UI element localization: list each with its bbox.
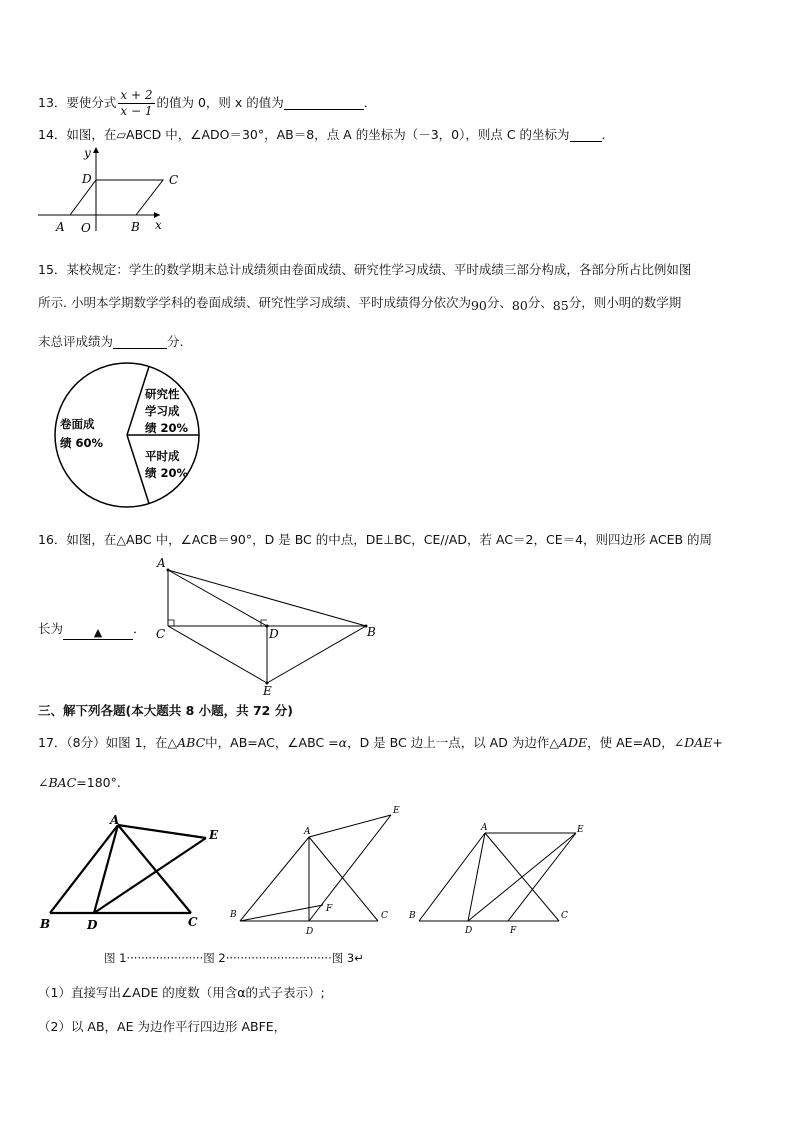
label-f: F <box>326 904 333 914</box>
label-d: D <box>465 926 473 936</box>
slice-research-label-2: 学习成 <box>145 404 180 418</box>
q17-line-1: 17．（8分）如图 1，在△ABC中，AB=AC，∠ABC =α，D 是 BC 边上一点，以 AD 为边作△ADE，使 AE=AD，∠DAE+ <box>38 735 723 750</box>
segment-ad <box>168 570 267 626</box>
q13-suffix: 的值为 0，则 x 的值为 <box>156 95 284 110</box>
score-daily: 85 <box>552 298 569 313</box>
q13-prefix: 13．要使分式 <box>38 95 117 110</box>
q17-sub-1: （1）直接写出∠ADE 的度数（用含α的式子表示）; <box>38 985 325 1000</box>
label-f: F <box>510 926 517 936</box>
y-axis-arrow-icon <box>93 147 99 153</box>
label-a: A <box>481 823 488 833</box>
label-x: x <box>155 218 162 232</box>
q17-figure-1 <box>36 810 226 935</box>
q15-pie-chart <box>48 360 208 510</box>
segment-ce <box>168 626 267 683</box>
right-angle-c-icon <box>168 620 174 626</box>
label-e: E <box>209 828 219 842</box>
label-c: C <box>156 627 166 641</box>
q14-figure <box>30 143 180 238</box>
slice-exam-label: 卷面成 <box>60 417 95 431</box>
label-o: O <box>81 221 91 235</box>
q13-fraction <box>118 88 154 119</box>
q17-line-2: ∠BAC=180°. <box>38 775 121 790</box>
label-b: B <box>230 910 237 920</box>
segment-ac <box>118 825 191 913</box>
score-exam: 90 <box>470 298 487 313</box>
score-research: 80 <box>511 298 528 313</box>
question-14: 14．如图，在▱ABCD 中，∠ADO＝30°，AB＝8，点 A 的坐标为（－3，0），则点 C 的坐标为 ． <box>38 127 615 142</box>
label-e: E <box>263 684 272 698</box>
segment-ae <box>118 825 206 838</box>
q16-line-2: 长为 ▲ ． <box>38 621 146 639</box>
label-y: y <box>84 146 91 160</box>
question-13: 13．要使分式 $\frac{x + 2}{x - 1}$ 的值为 0，则 x 的值为 ． <box>38 88 377 118</box>
q14-answer-blank[interactable] <box>570 128 602 142</box>
triangle-mark-icon: ▲ <box>93 626 103 639</box>
q13-answer-blank[interactable] <box>284 96 364 110</box>
label-a: A <box>157 556 166 570</box>
q15-line-2: 所示. 小明本学期数学学科的卷面成绩、研究性学习成绩、平时成绩得分依次为90分、80分、85分，则小明的数学期 <box>38 295 682 313</box>
label-b: B <box>409 911 416 921</box>
section-3-title: 三、解下列各题(本大题共 8 小题，共 72 分) <box>38 703 293 718</box>
label-a: A <box>56 220 65 234</box>
label-d: D <box>82 172 92 186</box>
q14-text: 14．如图，在▱ABCD 中，∠ADO＝30°，AB＝8，点 A 的坐标为（－3，0），则点 C 的坐标为 <box>38 127 570 142</box>
label-c: C <box>169 173 179 187</box>
q17-figure-captions: 图 1·····················图 2·····························图 3↵ <box>104 951 364 965</box>
q16-line-1: 16．如图，在△ABC 中，∠ACB＝90°，D 是 BC 的中点，DE⊥BC，CE//AD，若 AC＝2，CE＝4，则四边形 ACEB 的周 <box>38 532 713 547</box>
segment-ab <box>168 570 366 626</box>
label-a: A <box>304 827 311 837</box>
label-e: E <box>577 825 584 835</box>
q15-line-3: 末总评成绩为 分. <box>38 334 184 349</box>
slice-exam-percent: 绩 60% <box>60 436 104 450</box>
slice-daily-label: 平时成 <box>145 449 180 463</box>
q13-numerator: x + 2 <box>120 88 153 102</box>
label-b: B <box>367 625 376 639</box>
label-c: C <box>561 911 568 921</box>
label-e: E <box>393 806 400 816</box>
q17-sub-2: （2）以 AB，AE 为边作平行四边形 ABFE， <box>38 1019 287 1034</box>
q15-answer-blank[interactable] <box>113 335 167 349</box>
label-b: B <box>131 220 140 234</box>
label-d: D <box>306 927 314 937</box>
q16-figure <box>150 555 390 700</box>
q16-answer-blank[interactable] <box>63 626 133 640</box>
label-c: C <box>188 915 198 929</box>
q13-denominator: x − 1 <box>120 104 153 118</box>
label-c: C <box>381 911 388 921</box>
q17-figure-3 <box>406 815 586 940</box>
label-d: D <box>87 918 98 932</box>
label-a: A <box>110 813 120 827</box>
slice-research-percent: 绩 20% <box>145 421 189 435</box>
segment-ab <box>50 825 118 913</box>
q15-line-1: 15．某校规定：学生的数学期末总计成绩须由卷面成绩、研究性学习成绩、平时成绩三部分构成，各部分所占比例如图 <box>38 262 692 277</box>
label-d: D <box>269 627 279 641</box>
segment-eb <box>267 626 366 683</box>
slice-research-label-1: 研究性 <box>145 387 180 401</box>
label-b: B <box>40 917 51 931</box>
q17-figure-2 <box>228 800 408 940</box>
slice-daily-percent: 绩 20% <box>145 466 189 480</box>
